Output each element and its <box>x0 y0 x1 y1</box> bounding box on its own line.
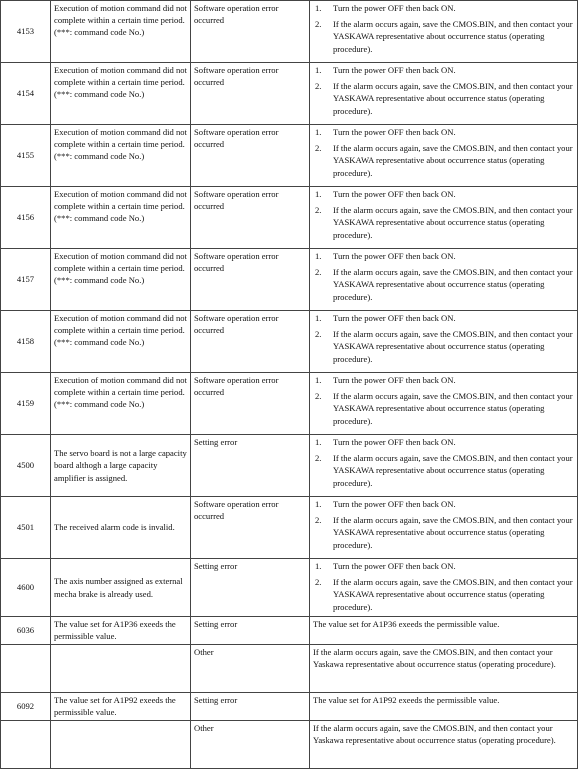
alarm-remedy: The value set for A1P36 exeeds the permissible value. <box>310 617 578 645</box>
remedy-step <box>313 514 574 551</box>
remedy-step <box>313 452 574 489</box>
alarm-description: The axis number assigned as external mecha brake is already used. <box>51 559 191 617</box>
alarm-cause: Software operation error occurred <box>191 1 310 63</box>
remedy-step <box>313 328 574 365</box>
remedy-step <box>313 266 574 303</box>
remedy-step-text: Turn the power OFF then back ON. <box>333 561 456 571</box>
alarm-description: Execution of motion command did not complete within a certain time period. (***: command code No.) <box>51 63 191 125</box>
remedy-step <box>313 250 574 262</box>
alarm-code: 4158 <box>1 311 51 373</box>
step-number: 2. <box>315 329 322 340</box>
alarm-cause: Software operation error occurred <box>191 497 310 559</box>
alarm-description: Execution of motion command did not complete within a certain time period. (***: command code No.) <box>51 249 191 311</box>
alarm-code: 4600 <box>1 559 51 617</box>
table-row <box>1 693 578 721</box>
remedy-step <box>313 64 574 76</box>
step-number: 2. <box>315 391 322 402</box>
remedy-step <box>313 374 574 386</box>
remedy-step-text: If the alarm occurs again, save the CMOS.BIN, and then contact your YASKAWA representative about occurrence status (operating procedure). <box>333 205 573 240</box>
alarm-cause: Other <box>191 645 310 693</box>
remedy-step-text: If the alarm occurs again, save the CMOS.BIN, and then contact your YASKAWA representative about occurrence status (operating procedure). <box>333 81 573 116</box>
alarm-remedy: If the alarm occurs again, save the CMOS.BIN, and then contact your Yaskawa representative about occurrence status (operating procedure). <box>310 645 578 693</box>
step-number: 1. <box>315 3 322 13</box>
alarm-description: The servo board is not a large capacity board althogh a large capacity amplifier is assigned. <box>51 435 191 497</box>
alarm-cause: Setting error <box>191 617 310 645</box>
remedy-step-text: If the alarm occurs again, save the CMOS.BIN, and then contact your YASKAWA representative about occurrence status (operating procedure). <box>333 453 573 488</box>
table-row <box>1 721 578 769</box>
table-row <box>1 617 578 645</box>
remedy-step-text: Turn the power OFF then back ON. <box>333 251 456 261</box>
remedy-step <box>313 436 574 448</box>
alarm-remedy: If the alarm occurs again, save the CMOS.BIN, and then contact your Yaskawa representative about occurrence status (operating procedure). <box>310 721 578 769</box>
alarm-code: 6036 <box>1 617 51 645</box>
table-row <box>1 63 578 125</box>
table-row <box>1 645 578 693</box>
alarm-remedy <box>310 1 578 63</box>
table-row <box>1 559 578 617</box>
alarm-description: The value set for A1P92 exeeds the permissible value. <box>51 693 191 721</box>
step-number: 1. <box>315 251 322 261</box>
alarm-description: Execution of motion command did not complete within a certain time period. (***: command code No.) <box>51 1 191 63</box>
step-number: 2. <box>315 143 322 154</box>
remedy-step-text: Turn the power OFF then back ON. <box>333 65 456 75</box>
alarm-code: 4156 <box>1 187 51 249</box>
step-number: 2. <box>315 267 322 278</box>
remedy-step <box>313 390 574 427</box>
alarm-remedy <box>310 63 578 125</box>
step-number: 2. <box>315 577 322 588</box>
remedy-step-text: If the alarm occurs again, save the CMOS.BIN, and then contact your YASKAWA representative about occurrence status (operating procedure). <box>333 329 573 364</box>
alarm-code: 4153 <box>1 1 51 63</box>
remedy-step <box>313 126 574 138</box>
alarm-cause: Software operation error occurred <box>191 373 310 435</box>
alarm-cause: Software operation error occurred <box>191 311 310 373</box>
alarm-code: 4501 <box>1 497 51 559</box>
alarm-remedy <box>310 435 578 497</box>
remedy-step <box>313 498 574 510</box>
alarm-remedy <box>310 497 578 559</box>
remedy-step <box>313 80 574 117</box>
step-number: 2. <box>315 81 322 92</box>
remedy-step <box>313 576 574 613</box>
step-number: 1. <box>315 561 322 571</box>
remedy-step <box>313 18 574 55</box>
alarm-remedy <box>310 559 578 617</box>
step-number: 2. <box>315 515 322 526</box>
remedy-step-text: If the alarm occurs again, save the CMOS.BIN, and then contact your YASKAWA representative about occurrence status (operating procedure). <box>333 391 573 426</box>
table-row <box>1 249 578 311</box>
step-number: 2. <box>315 453 322 464</box>
alarm-cause: Software operation error occurred <box>191 187 310 249</box>
remedy-step <box>313 2 574 14</box>
remedy-step-text: Turn the power OFF then back ON. <box>333 437 456 447</box>
step-number: 1. <box>315 65 322 75</box>
alarm-remedy <box>310 125 578 187</box>
alarm-remedy <box>310 311 578 373</box>
alarm-cause: Setting error <box>191 559 310 617</box>
alarm-code: 4157 <box>1 249 51 311</box>
alarm-description-empty <box>51 645 191 693</box>
table-row <box>1 311 578 373</box>
remedy-step <box>313 204 574 241</box>
remedy-step-text: Turn the power OFF then back ON. <box>333 127 456 137</box>
alarm-code-empty <box>1 721 51 769</box>
step-number: 2. <box>315 205 322 216</box>
alarm-description: Execution of motion command did not complete within a certain time period. (***: command code No.) <box>51 187 191 249</box>
alarm-remedy <box>310 373 578 435</box>
step-number: 1. <box>315 375 322 385</box>
remedy-step <box>313 560 574 572</box>
alarm-cause: Software operation error occurred <box>191 63 310 125</box>
alarm-code: 4159 <box>1 373 51 435</box>
remedy-step-text: Turn the power OFF then back ON. <box>333 375 456 385</box>
table-row <box>1 1 578 63</box>
remedy-step-text: If the alarm occurs again, save the CMOS.BIN, and then contact your YASKAWA representative about occurrence status (operating procedure). <box>333 515 573 550</box>
step-number: 1. <box>315 127 322 137</box>
alarm-description: Execution of motion command did not complete within a certain time period. (***: command code No.) <box>51 311 191 373</box>
remedy-step-text: If the alarm occurs again, save the CMOS.BIN, and then contact your YASKAWA representative about occurrence status (operating procedure). <box>333 143 573 178</box>
step-number: 1. <box>315 313 322 323</box>
remedy-step <box>313 312 574 324</box>
remedy-step-text: Turn the power OFF then back ON. <box>333 189 456 199</box>
alarm-cause: Software operation error occurred <box>191 249 310 311</box>
alarm-code: 4154 <box>1 63 51 125</box>
alarm-cause: Setting error <box>191 435 310 497</box>
alarm-cause: Setting error <box>191 693 310 721</box>
alarm-description: Execution of motion command did not complete within a certain time period. (***: command code No.) <box>51 125 191 187</box>
alarm-code: 4155 <box>1 125 51 187</box>
table-row <box>1 435 578 497</box>
alarm-cause: Other <box>191 721 310 769</box>
step-number: 1. <box>315 189 322 199</box>
alarm-code: 4500 <box>1 435 51 497</box>
alarm-description: The received alarm code is invalid. <box>51 497 191 559</box>
step-number: 1. <box>315 437 322 447</box>
remedy-step-text: Turn the power OFF then back ON. <box>333 313 456 323</box>
remedy-step-text: Turn the power OFF then back ON. <box>333 499 456 509</box>
alarm-description: The value set for A1P36 exeeds the permissible value. <box>51 617 191 645</box>
step-number: 1. <box>315 499 322 509</box>
remedy-step-text: Turn the power OFF then back ON. <box>333 3 456 13</box>
table-row <box>1 373 578 435</box>
table-row <box>1 497 578 559</box>
alarm-cause: Software operation error occurred <box>191 125 310 187</box>
step-number: 2. <box>315 19 322 30</box>
remedy-step-text: If the alarm occurs again, save the CMOS.BIN, and then contact your YASKAWA representative about occurrence status (operating procedure). <box>333 19 573 54</box>
alarm-description-empty <box>51 721 191 769</box>
alarm-code: 6092 <box>1 693 51 721</box>
alarm-remedy: The value set for A1P92 exeeds the permissible value. <box>310 693 578 721</box>
alarm-code-empty <box>1 645 51 693</box>
remedy-step-text: If the alarm occurs again, save the CMOS.BIN, and then contact your YASKAWA representative about occurrence status (operating procedure). <box>333 267 573 302</box>
table-row <box>1 187 578 249</box>
table-row <box>1 125 578 187</box>
alarm-table-body <box>1 1 578 769</box>
remedy-step <box>313 188 574 200</box>
remedy-step-text: If the alarm occurs again, save the CMOS.BIN, and then contact your YASKAWA representative about occurrence status (operating procedure). <box>333 577 573 612</box>
alarm-remedy <box>310 249 578 311</box>
remedy-step <box>313 142 574 179</box>
alarm-description: Execution of motion command did not complete within a certain time period. (***: command code No.) <box>51 373 191 435</box>
alarm-remedy <box>310 187 578 249</box>
